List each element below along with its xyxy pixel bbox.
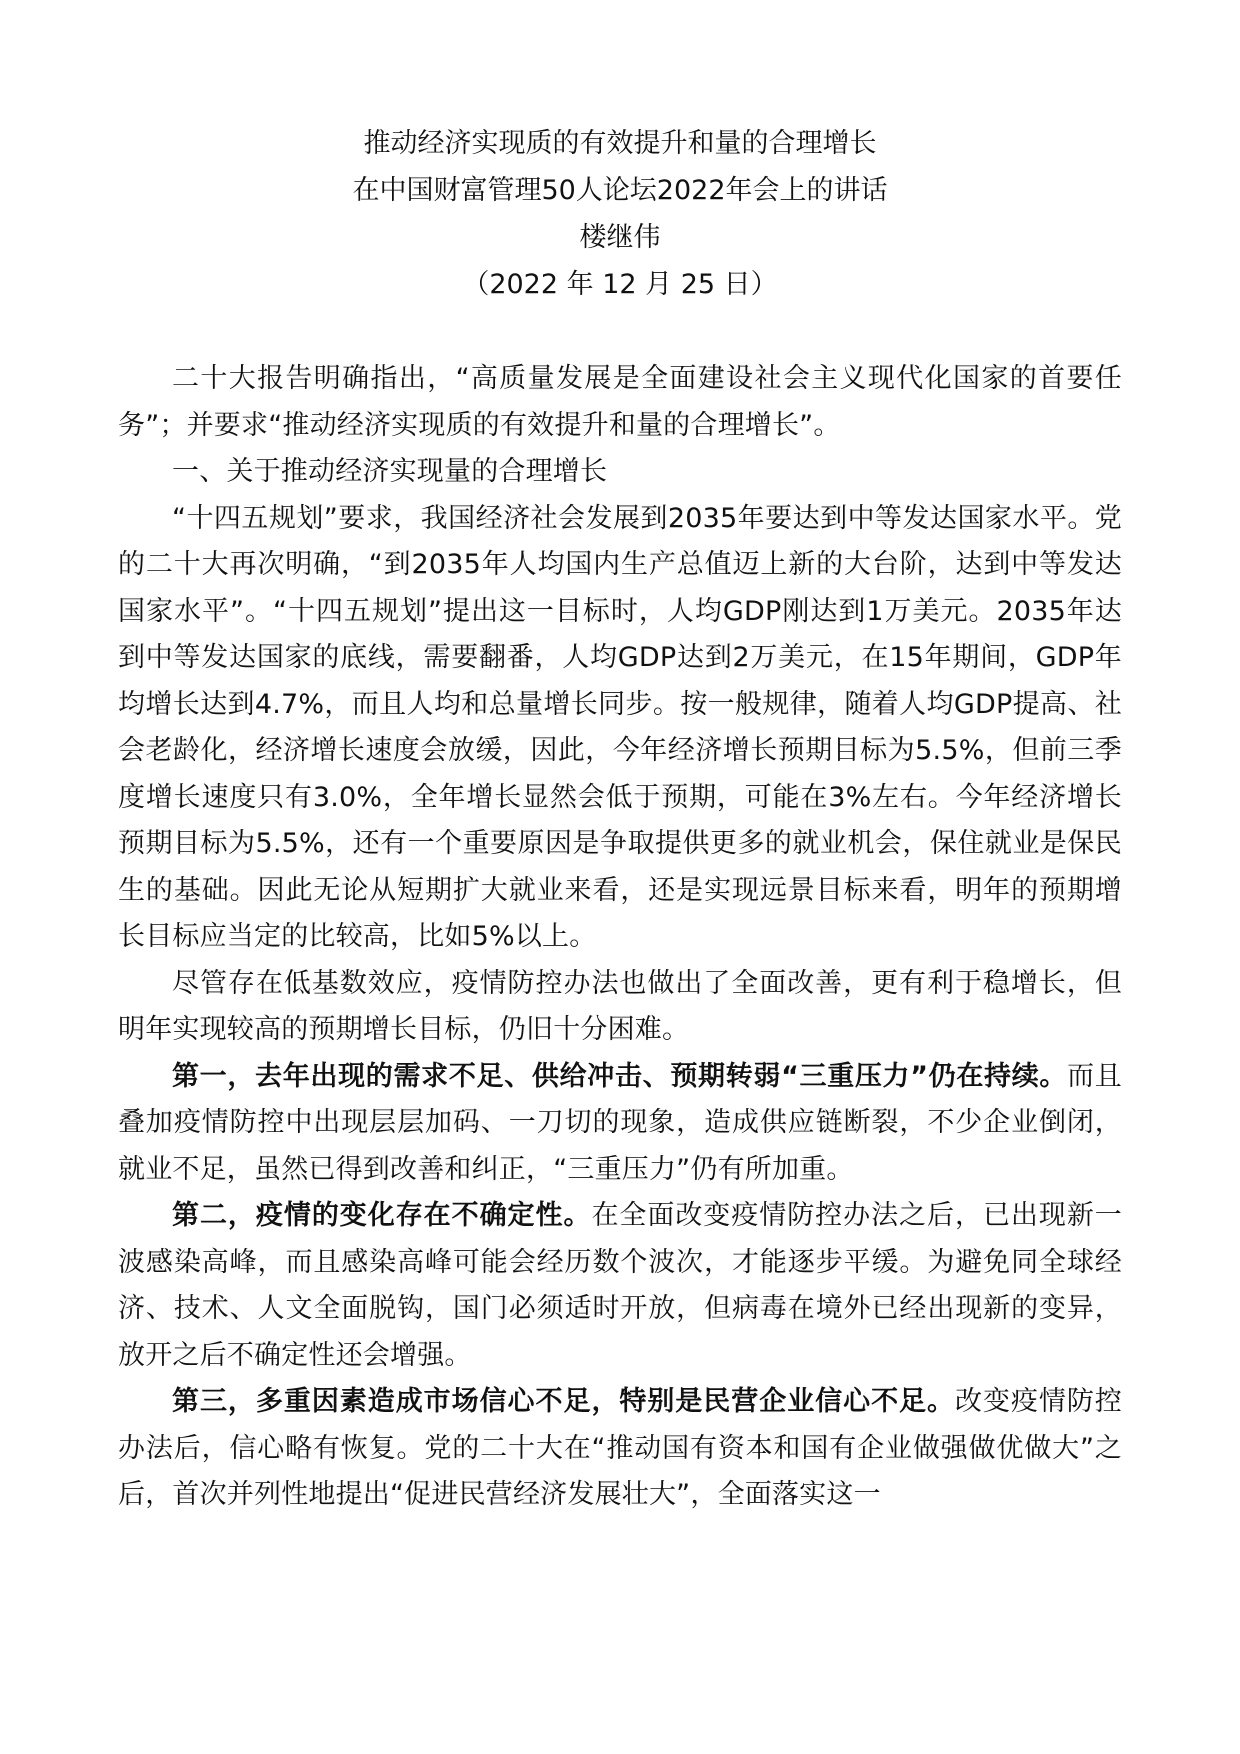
section-heading: [118, 449, 1122, 496]
paragraph-bold-lead: 第二，疫情的变化存在不确定性。: [172, 1200, 592, 1231]
paragraph: [118, 496, 1122, 961]
paragraph-text: 而且叠加疫情防控中出现层层加码、一刀切的现象，造成供应链断裂，不少企业倒闭，就业不足，虽然已得到改善和纠正，“三重压力”仍有所加重。: [118, 1060, 1122, 1185]
document-title: 推动经济实现质的有效提升和量的合理增长: [363, 128, 877, 159]
document-date: （2022 年 12 月 25 日）: [462, 269, 778, 300]
paragraph: [118, 961, 1122, 1054]
paragraph-text: “十四五规划”要求，我国经济社会发展到2035年要达到中等发达国家水平。党的二十大再次明确，“到2035年人均国内生产总值迈上新的大台阶，达到中等发达国家水平”。“十四五规划”提出这一目标时，人均GDP刚达到1万美元。2035年达到中等发达国家的底线，需要翻番，人均GDP达到2万美元，在15年期间，GDP年均增长达到4.7%，而且人均和总量增长同步。按一般规律，随着人均GDP提高、社会老龄化，经济增长速度会放缓，因此，今年经济增长预期目标为5.5%，但前三季度增长速度只有3.0%，全年增长显然会低于预期，可能在3%左右。今年经济增长预期目标为5.5%，还有一个重要原因是争取提供更多的就业机会，保住就业是保民生的基础。因此无论从短期扩大就业来看，还是实现远景目标来看，明年的预期增长目标应当定的比较高，比如5%以上。: [118, 502, 1122, 952]
paragraph-bold-lead: 第一，去年出现的需求不足、供给冲击、预期转弱“三重压力”仍在持续。: [172, 1060, 1068, 1092]
paragraph: [118, 1379, 1122, 1519]
paragraph-bold-lead: 第三，多重因素造成市场信心不足，特别是民营企业信心不足。: [172, 1386, 955, 1417]
paragraph: [118, 1193, 1122, 1379]
document-header: [118, 120, 1122, 308]
document-author: 楼继伟: [579, 222, 661, 253]
document-body: [118, 356, 1122, 1519]
paragraph-text: 尽管存在低基数效应，疫情防控办法也做出了全面改善，更有利于稳增长，但明年实现较高的预期增长目标，仍旧十分困难。: [118, 967, 1122, 1045]
document-page: [118, 120, 1122, 1519]
paragraph-text: 二十大报告明确指出，“高质量发展是全面建设社会主义现代化国家的首要任务”；并要求“推动经济实现质的有效提升和量的合理增长”。: [118, 363, 1122, 441]
paragraph: [118, 1054, 1122, 1194]
paragraph-text: 在全面改变疫情防控办法之后，已出现新一波感染高峰，而且感染高峰可能会经历数个波次，才能逐步平缓。为避免同全球经济、技术、人文全面脱钩，国门必须适时开放，但病毒在境外已经出现新的变异，放开之后不确定性还会增强。: [118, 1200, 1122, 1371]
document-subtitle: 在中国财富管理50人论坛2022年会上的讲话: [352, 175, 888, 206]
paragraph: [118, 356, 1122, 449]
paragraph-text: 改变疫情防控办法后，信心略有恢复。党的二十大在“推动国有资本和国有企业做强做优做大”之后，首次并列性地提出“促进民营经济发展壮大”，全面落实这一: [118, 1386, 1123, 1510]
paragraph-text: 一、关于推动经济实现量的合理增长: [172, 456, 608, 487]
